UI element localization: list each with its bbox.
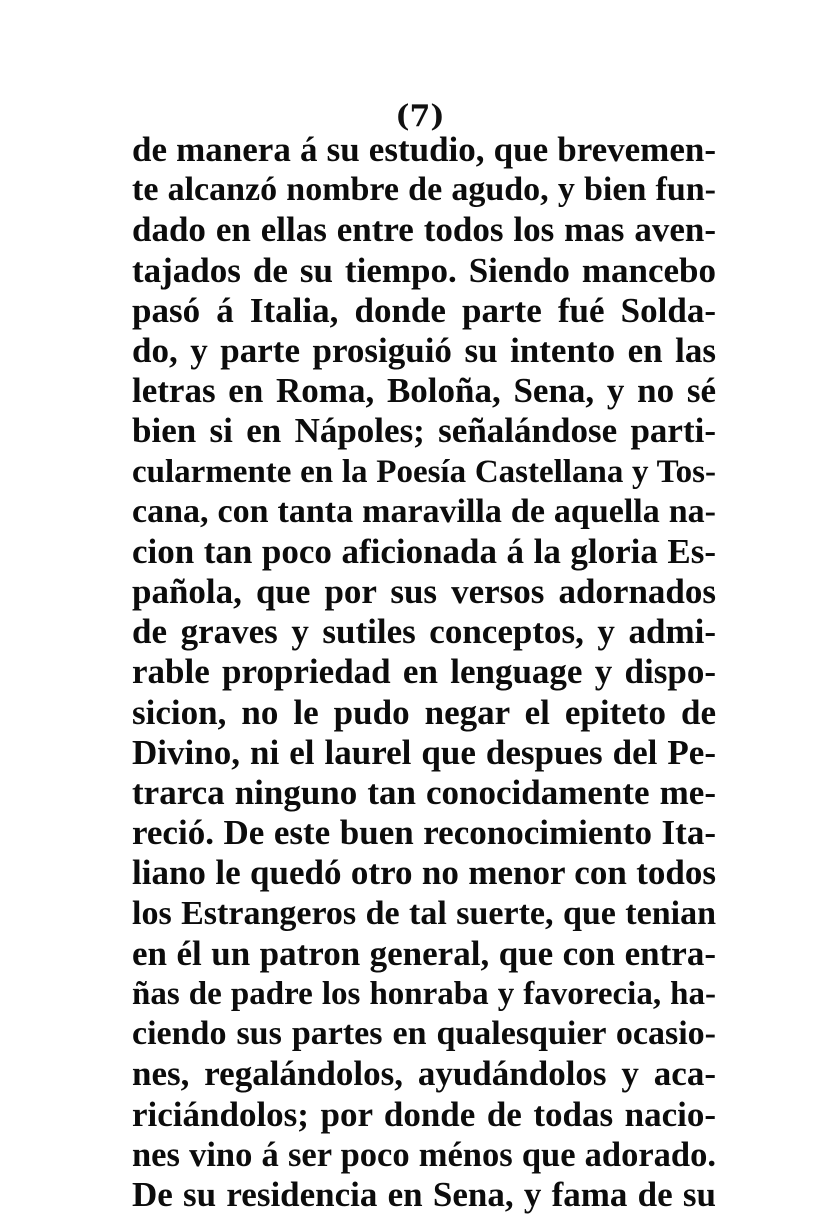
text-line: te alcanzó nombre de agudo, y bien fun- [132, 171, 716, 209]
text-line: dado en ellas entre todos los mas aven- [132, 210, 716, 250]
page-number: (7) [395, 99, 445, 134]
text-line: ciendo sus partes en qualesquier ocasio- [132, 1015, 716, 1053]
text-line: los Estrangeros de tal suerte, que tenian [132, 894, 716, 932]
text-line: De su residencia en Sena, y fama de su [132, 1174, 716, 1214]
text-line: ñas de padre los honraba y favorecia, ha- [132, 975, 716, 1012]
text-line: en él un patron general, que con entra- [132, 933, 716, 973]
text-line: pasó á Italia, donde parte fué Solda- [132, 290, 716, 330]
text-line: letras en Roma, Boloña, Sena, y no sé [132, 371, 716, 411]
text-line: riciándolos; por donde de todas nacio- [132, 1094, 716, 1134]
text-line: liano le quedó otro no menor con todos [132, 853, 716, 893]
text-line: nes, regalándolos, ayudándolos y aca- [132, 1054, 716, 1094]
text-line: tajados de su tiempo. Siendo mancebo [132, 250, 716, 290]
text-line: rable propriedad en lenguage y dispo- [132, 652, 716, 692]
text-line: do, y parte prosiguió su intento en las [132, 330, 716, 370]
text-line: reció. De este buen reconocimiento Ita- [132, 813, 716, 853]
text-line: pañola, que por sus versos adornados [132, 572, 716, 612]
text-line: Divino, ni el laurel que despues del Pe- [132, 732, 716, 772]
text-line: cana, con tanta maravilla de aquella na- [132, 492, 716, 530]
text-line: de graves y sutiles conceptos, y admi- [132, 612, 716, 652]
text-line: nes vino á ser poco ménos que adorado. [132, 1135, 716, 1174]
text-line: cion tan poco aficionada á la gloria Es- [132, 531, 716, 571]
text-line: sicion, no le pudo negar el epiteto de [132, 692, 716, 732]
text-line: bien si en Nápoles; señalándose parti- [132, 411, 716, 451]
text-line: trarca ninguno tan conocidamente me- [132, 773, 716, 812]
text-line: cularmente en la Poesía Castellana y Tos- [132, 453, 716, 490]
text-line: de manera á su estudio, que brevemen- [132, 130, 716, 169]
body-text [132, 130, 716, 1215]
